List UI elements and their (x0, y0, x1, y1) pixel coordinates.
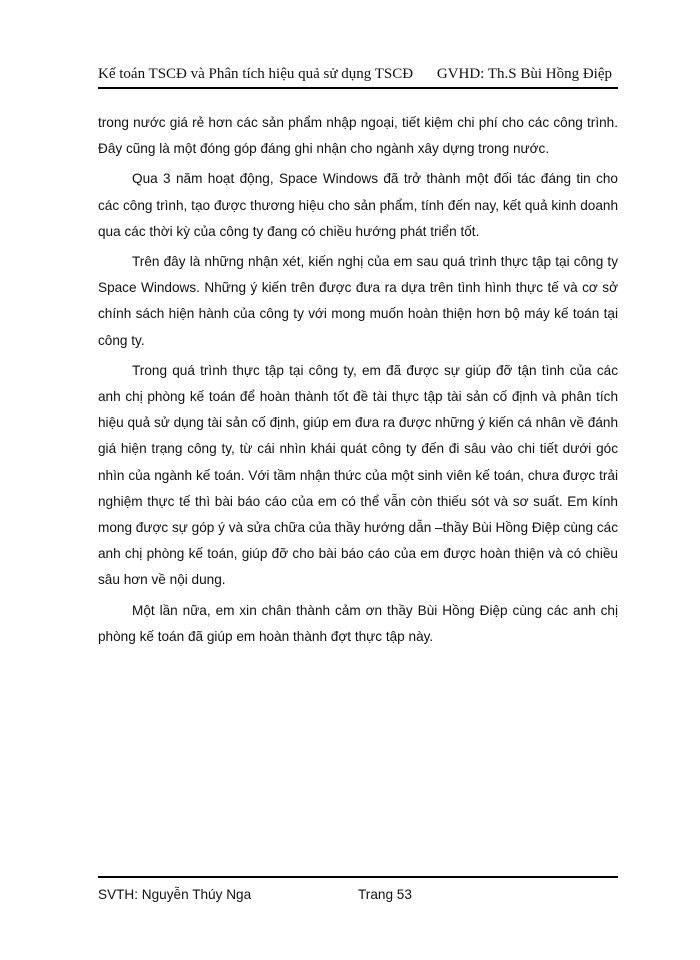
header-advisor: GVHD: Th.S Bùi Hồng Điệp (436, 66, 612, 82)
paragraph: trong nước giá rẻ hơn các sản phẩm nhập ngoại, tiết kiệm chi phí cho các công trình. Đây cũng là một đóng góp đáng ghi nhận cho ngành xây dựng trong nước. (98, 115, 618, 157)
paragraph: Một lần nữa, em xin chân thành cảm ơn thầy Bùi Hồng Điệp cùng các anh chị phòng kế toán đã giúp em hoàn thành đợt thực tập này. (98, 602, 618, 644)
paragraph: Trên đây là những nhận xét, kiến nghị của em sau quá trình thực tập tại công ty Space Windows. Những ý kiến trên được đưa ra dựa trên tình hình thực tế và cơ sở chính sách hiện hành của công ty với mong muốn hoàn thiện hơn bộ máy kế toán tại công ty. (98, 254, 618, 348)
document-body (98, 110, 618, 654)
paragraph: Qua 3 năm hoạt động, Space Windows đã trở thành một đối tác đáng tin cho các công trình, tạo được thương hiệu cho sản phẩm, tính đến nay, kết quả kinh doanh qua các thời kỳ của công ty đang có chiều hướng phát triển tốt. (98, 171, 618, 239)
page-header (98, 63, 618, 89)
page-number: Trang 53 (358, 886, 412, 902)
header-title: Kế toán TSCĐ và Phân tích hiệu quả sử dụng TSCĐ (98, 66, 414, 82)
paragraph: Trong quá trình thực tập tại công ty, em đã được sự giúp đỡ tận tình của các anh chị phòng kế toán để hoàn thành tốt đề tài thực tập tài sản cố định và phân tích hiệu quả sử dụng tài sản cố định, giúp em đưa ra được những ý kiến cá nhân về đánh giá hiện trạng công ty, từ cái nhìn khái quát công ty đến đi sâu vào chi tiết dưới góc nhìn của ngành kế toán. Với tầm nhận thức của một sinh viên kế toán, chưa được trải nghiệm thực tế thì bài báo cáo của em có thể vẫn còn thiếu sót và sơ suất. Em kính mong được sự góp ý và sửa chữa của thầy hướng dẫn –thầy Bùi Hồng Điệp cùng các anh chị phòng kế toán, giúp đỡ cho bài báo cáo của em được hoàn thiện và có chiều sâu hơn về nội dung. (98, 362, 618, 588)
page-footer (98, 876, 618, 910)
footer-student: SVTH: Nguyễn Thúy Nga (98, 886, 252, 902)
